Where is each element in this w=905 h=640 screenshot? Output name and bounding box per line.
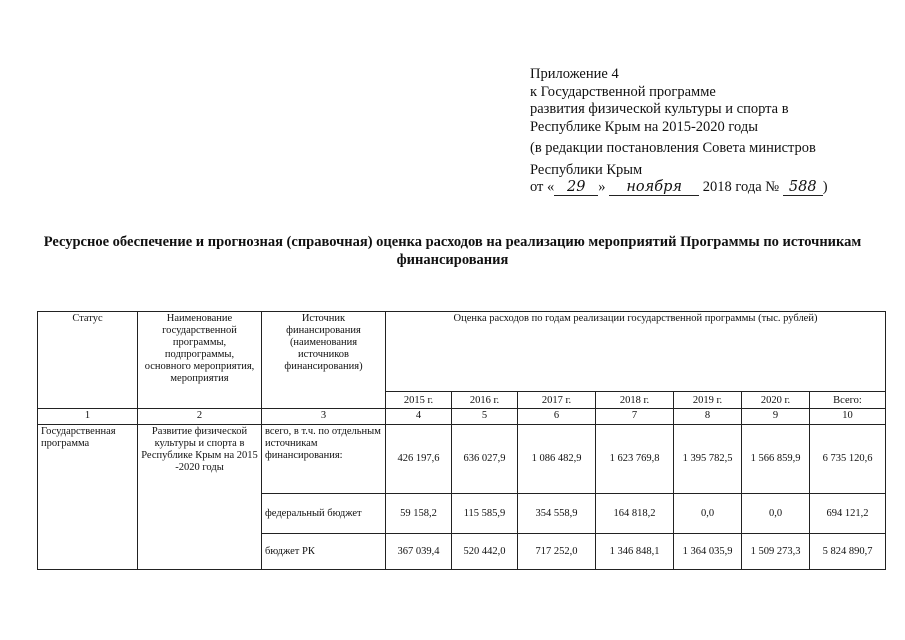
value-cell: 1 395 782,5 (674, 425, 742, 494)
date-prefix: от « (530, 179, 555, 195)
column-number-row (38, 409, 886, 425)
appendix-block (530, 66, 890, 197)
column-number: 9 (742, 409, 810, 425)
source-cell: всего, в т.ч. по отдельным источникам финансирования: (262, 425, 386, 494)
value-cell: 5 824 890,7 (810, 534, 886, 570)
handwritten-month: ноября (609, 179, 699, 196)
appendix-line: Республике Крым на 2015-2020 годы (530, 118, 758, 135)
value-cell: 164 818,2 (596, 494, 674, 534)
value-cell: 6 735 120,6 (810, 425, 886, 494)
date-mid: » (598, 179, 606, 195)
source-cell: федеральный бюджет (262, 494, 386, 534)
appendix-line: Республики Крым (530, 161, 643, 178)
value-cell: 694 121,2 (810, 494, 886, 534)
header-year: 2018 г. (596, 392, 674, 409)
table-row-total (38, 425, 886, 494)
value-cell: 1 086 482,9 (518, 425, 596, 494)
value-cell: 636 027,9 (452, 425, 518, 494)
header-name: Наименование государственной программы, подпрограммы, основного мероприятия, мероприятия (138, 312, 262, 409)
header-year: 2017 г. (518, 392, 596, 409)
appendix-line: развития физической культуры и спорта в (530, 101, 789, 117)
appendix-line: (в редакции постановления Совета министров (530, 140, 816, 156)
document-title: Ресурсное обеспечение и прогнозная (справочная) оценка расходов на реализацию мероприятий Программы по источникам финансирования (43, 234, 862, 268)
column-number: 10 (810, 409, 886, 425)
appendix-line: Приложение 4 (530, 66, 619, 82)
column-number: 4 (386, 409, 452, 425)
handwritten-number: 588 (783, 179, 823, 196)
handwritten-day: 29 (554, 179, 598, 196)
date-year: 2018 года № (702, 179, 780, 195)
header-estimate: Оценка расходов по годам реализации государственной программы (тыс. рублей) (386, 312, 886, 392)
value-cell: 1 566 859,9 (742, 425, 810, 494)
header-year: 2016 г. (452, 392, 518, 409)
header-total: Всего: (810, 392, 886, 409)
value-cell: 426 197,6 (386, 425, 452, 494)
value-cell: 1 364 035,9 (674, 534, 742, 570)
header-year: 2015 г. (386, 392, 452, 409)
appendix-date-line (530, 179, 890, 197)
value-cell: 1 346 848,1 (596, 534, 674, 570)
status-cell: Государственная программа (38, 425, 138, 570)
value-cell: 717 252,0 (518, 534, 596, 570)
column-number: 1 (38, 409, 138, 425)
column-number: 8 (674, 409, 742, 425)
value-cell: 520 442,0 (452, 534, 518, 570)
appendix-line: к Государственной программе (530, 83, 716, 100)
header-year: 2020 г. (742, 392, 810, 409)
value-cell: 354 558,9 (518, 494, 596, 534)
header-year: 2019 г. (674, 392, 742, 409)
header-status: Статус (38, 312, 138, 409)
value-cell: 367 039,4 (386, 534, 452, 570)
value-cell: 1 509 273,3 (742, 534, 810, 570)
value-cell: 0,0 (674, 494, 742, 534)
source-cell: бюджет РК (262, 534, 386, 570)
value-cell: 115 585,9 (452, 494, 518, 534)
date-suffix: ) (822, 179, 828, 195)
column-number: 7 (596, 409, 674, 425)
column-number: 5 (452, 409, 518, 425)
value-cell: 0,0 (742, 494, 810, 534)
program-name-cell: Развитие физической культуры и спорта в Республике Крым на 2015 -2020 годы (138, 425, 262, 570)
column-number: 2 (138, 409, 262, 425)
column-number: 6 (518, 409, 596, 425)
header-row (38, 312, 886, 392)
financing-table (37, 311, 886, 570)
value-cell: 59 158,2 (386, 494, 452, 534)
column-number: 3 (262, 409, 386, 425)
value-cell: 1 623 769,8 (596, 425, 674, 494)
header-source: Источник финансирования (наименования источников финансирования) (262, 312, 386, 409)
